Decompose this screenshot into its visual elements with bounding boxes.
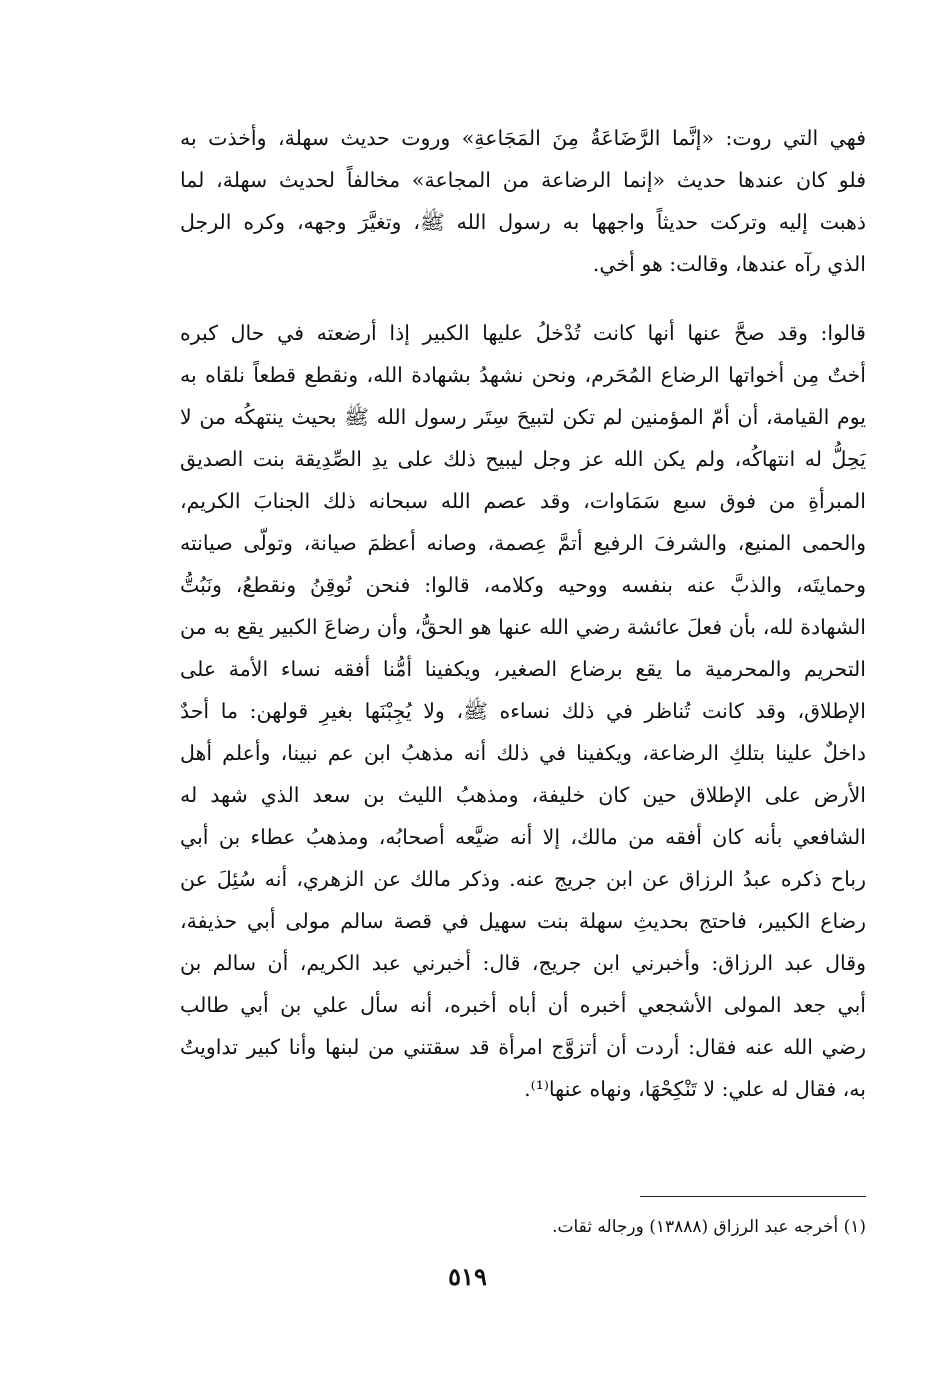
text-line: أبي جعد المولى الأشجعي أخبره أن أباه أخبره، أنه سأل علي بن أبي طالب [180, 993, 866, 1017]
text-line: رضي الله عنه فقال: أردت أن أتزوَّج امرأة قد سقتني من لبنها وأنا كبير تداويتُ [180, 1035, 866, 1059]
text-line: رضاع الكبير، فاحتج بحديثِ سهلة بنت سهيل في قصة سالم مولى أبي حذيفة، [180, 909, 866, 933]
text-line: رباح ذكره عبدُ الرزاق عن ابن جريج عنه. وذكر مالك عن الزهري، أنه سُئِلَ عن [180, 867, 866, 891]
text-line: فهي التي روت: «إنَّما الرَّضَاعَةُ مِنَ المَجَاعةِ» وروت حديث سهلة، وأخذت به [180, 126, 866, 150]
text-line: أختٌ مِن أخواتها الرضاع المُحَرم، ونحن نشهدُ بشهادة الله، ونقطع قطعاً نلقاه به [180, 363, 866, 387]
text-line: الإطلاق، وقد كانت تُناظر في ذلك نساءه ﷺ، ولا يُجِبْنَها بغيرِ قولهن: ما أحدٌ [180, 699, 866, 723]
text-line: الشهادة لله، بأن فعلَ عائشة رضي الله عنها هو الحقُّ، وأن رضاعَ الكبير يقع به من [180, 615, 866, 639]
footnote: (١) أخرجه عبد الرزاق (١٣٨٨٨) ورجاله ثقات. [552, 1217, 866, 1237]
paragraph-2 [180, 312, 866, 1110]
text-line: به، فقال له علي: لا تَنْكِحْهَا، ونهاه عنها⁽¹⁾. [524, 1077, 866, 1101]
page-number: ٥١٩ [448, 1262, 487, 1291]
text-line: الذي رآه عندها، وقالت: هو أخي. [592, 252, 866, 276]
text-line: وقال عبد الرزاق: وأخبرني ابن جريج، قال: أخبرني عبد الكريم، أن سالم بن [180, 951, 866, 975]
text-line: قالوا: وقد صحَّ عنها أنها كانت تُدْخلُ عليها الكبير إذا أرضعته في حال كبره [180, 321, 866, 345]
text-line: الشافعي بأنه كان أفقه من مالك، إلا أنه ضيَّعه أصحابُه، ومذهبُ عطاء بن أبي [180, 825, 866, 849]
text-line: الأرض على الإطلاق حين كان خليفة، ومذهبُ الليث بن سعد الذي شهد له [180, 783, 866, 807]
text-line: وحمايتَه، والذبَّ عنه بنفسه ووحيه وكلامه، قالوا: فنحن نُوقِنُ ونقطعُ، ونَبُتُّ [180, 573, 866, 597]
text-line: المبرأةِ من فوق سبع سَمَاوات، وقد عصم الله سبحانه ذلك الجنابَ الكريم، [180, 489, 866, 513]
text-line: ذهبت إليه وتركت حديثاً واجهها به رسول الله ﷺ، وتغيَّرَ وجهه، وكره الرجل [180, 210, 866, 234]
paragraph-1 [180, 117, 866, 285]
footnote-divider [640, 1196, 866, 1197]
text-line: يَحِلُّ له انتهاكُه، ولم يكن الله عز وجل ليبيح ذلك على يدِ الصِّدِيقة بنت الصديق [180, 447, 866, 471]
text-line: والحمى المنيع، والشرفَ الرفيع أتمَّ عِصمة، وصانه أعظمَ صيانة، وتولّى صيانته [180, 531, 866, 555]
text-line: فلو كان عندها حديث «إنما الرضاعة من المجاعة» مخالفاً لحديث سهلة، لما [180, 168, 866, 192]
text-line: يوم القيامة، أن أمّ المؤمنين لم تكن لتبيحَ سِتَر رسول الله ﷺ بحيث ينتهكُه من لا [180, 405, 866, 429]
text-line: التحريم والمحرمية ما يقع برضاع الصغير، ويكفينا أمُّنا أفقه نساء الأمة على [180, 657, 866, 681]
text-line: داخلٌ علينا بتلكِ الرضاعة، ويكفينا في ذلك أنه مذهبُ ابن عم نبينا، وأعلم أهل [180, 741, 866, 765]
